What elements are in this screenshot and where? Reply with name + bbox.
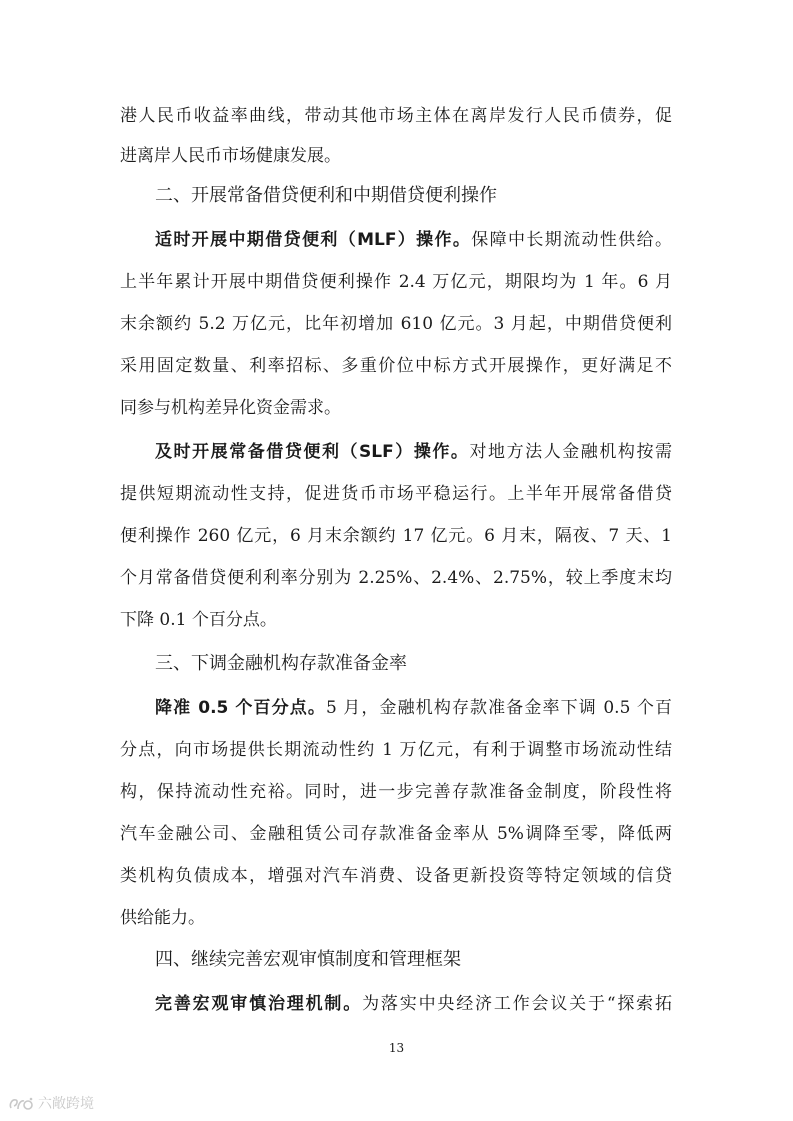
paragraph-line (155, 228, 672, 252)
section-heading-4: 四、继续完善宏观审慎制度和管理框架 (155, 949, 461, 970)
paragraph-lead-bold: 适时开展中期借贷便利（MLF）操作。 (155, 230, 472, 250)
paragraph-line: 分点，向市场提供长期流动性约 1 万亿元，有利于调整市场流动性结 (120, 740, 672, 760)
page-number: 13 (388, 1041, 405, 1055)
paragraph-line: 汽车金融公司、金融租赁公司存款准备金率从 5%调降至零，降低两 (120, 824, 672, 844)
paragraph-text: 5 月，金融机构存款准备金率下调 0.5 个百 (325, 698, 673, 718)
paragraph-line (155, 992, 672, 1016)
paragraph-line: 港人民币收益率曲线，带动其他市场主体在离岸发行人民币债券，促 (120, 106, 672, 126)
paragraph-text: 对地方法人金融机构按需 (469, 442, 672, 462)
paragraph-line (155, 440, 672, 464)
paragraph-line: 末余额约 5.2 万亿元，比年初增加 610 亿元。3 月起，中期借贷便利 (120, 314, 672, 334)
paragraph-text: 为落实中央经济工作会议关于“探索拓 (362, 994, 672, 1014)
section-heading-2: 二、开展常备借贷便利和中期借贷便利操作 (155, 185, 497, 206)
paragraph-line: 个月常备借贷便利利率分别为 2.25%、2.4%、2.75%，较上季度末均 (120, 568, 672, 588)
paragraph-line: 便利操作 260 亿元，6 月末余额约 17 亿元。6 月末，隔夜、7 天、1 (120, 526, 672, 546)
watermark-logo-icon (8, 1095, 34, 1113)
paragraph-line: 构，保持流动性充裕。同时，进一步完善存款准备金制度，阶段性将 (120, 782, 672, 802)
paragraph-line: 下降 0.1 个百分点。 (120, 610, 277, 630)
paragraph-line: 采用固定数量、利率招标、多重价位中标方式开展操作，更好满足不 (120, 356, 672, 376)
paragraph-line: 上半年累计开展中期借贷便利操作 2.4 万亿元，期限均为 1 年。6 月 (120, 272, 672, 292)
paragraph-line (155, 696, 672, 720)
paragraph-line: 供给能力。 (120, 908, 205, 928)
paragraph-line: 类机构负债成本，增强对汽车消费、设备更新投资等特定领域的信贷 (120, 866, 672, 886)
paragraph-line: 进离岸人民币市场健康发展。 (120, 146, 341, 166)
paragraph-line: 提供短期流动性支持，促进货币市场平稳运行。上半年开展常备借贷 (120, 484, 672, 504)
paragraph-lead-bold: 完善宏观审慎治理机制。 (155, 994, 363, 1014)
section-heading-3: 三、下调金融机构存款准备金率 (155, 653, 407, 674)
paragraph-text: 保障中长期流动性供给。 (471, 230, 672, 250)
paragraph-lead-bold: 及时开展常备借贷便利（SLF）操作。 (155, 442, 470, 462)
paragraph-lead-bold: 降准 0.5 个百分点。 (155, 698, 326, 718)
watermark-text: 六敞跨境 (38, 1096, 94, 1112)
watermark (8, 1095, 94, 1113)
paragraph-line: 同参与机构差异化资金需求。 (120, 398, 341, 418)
